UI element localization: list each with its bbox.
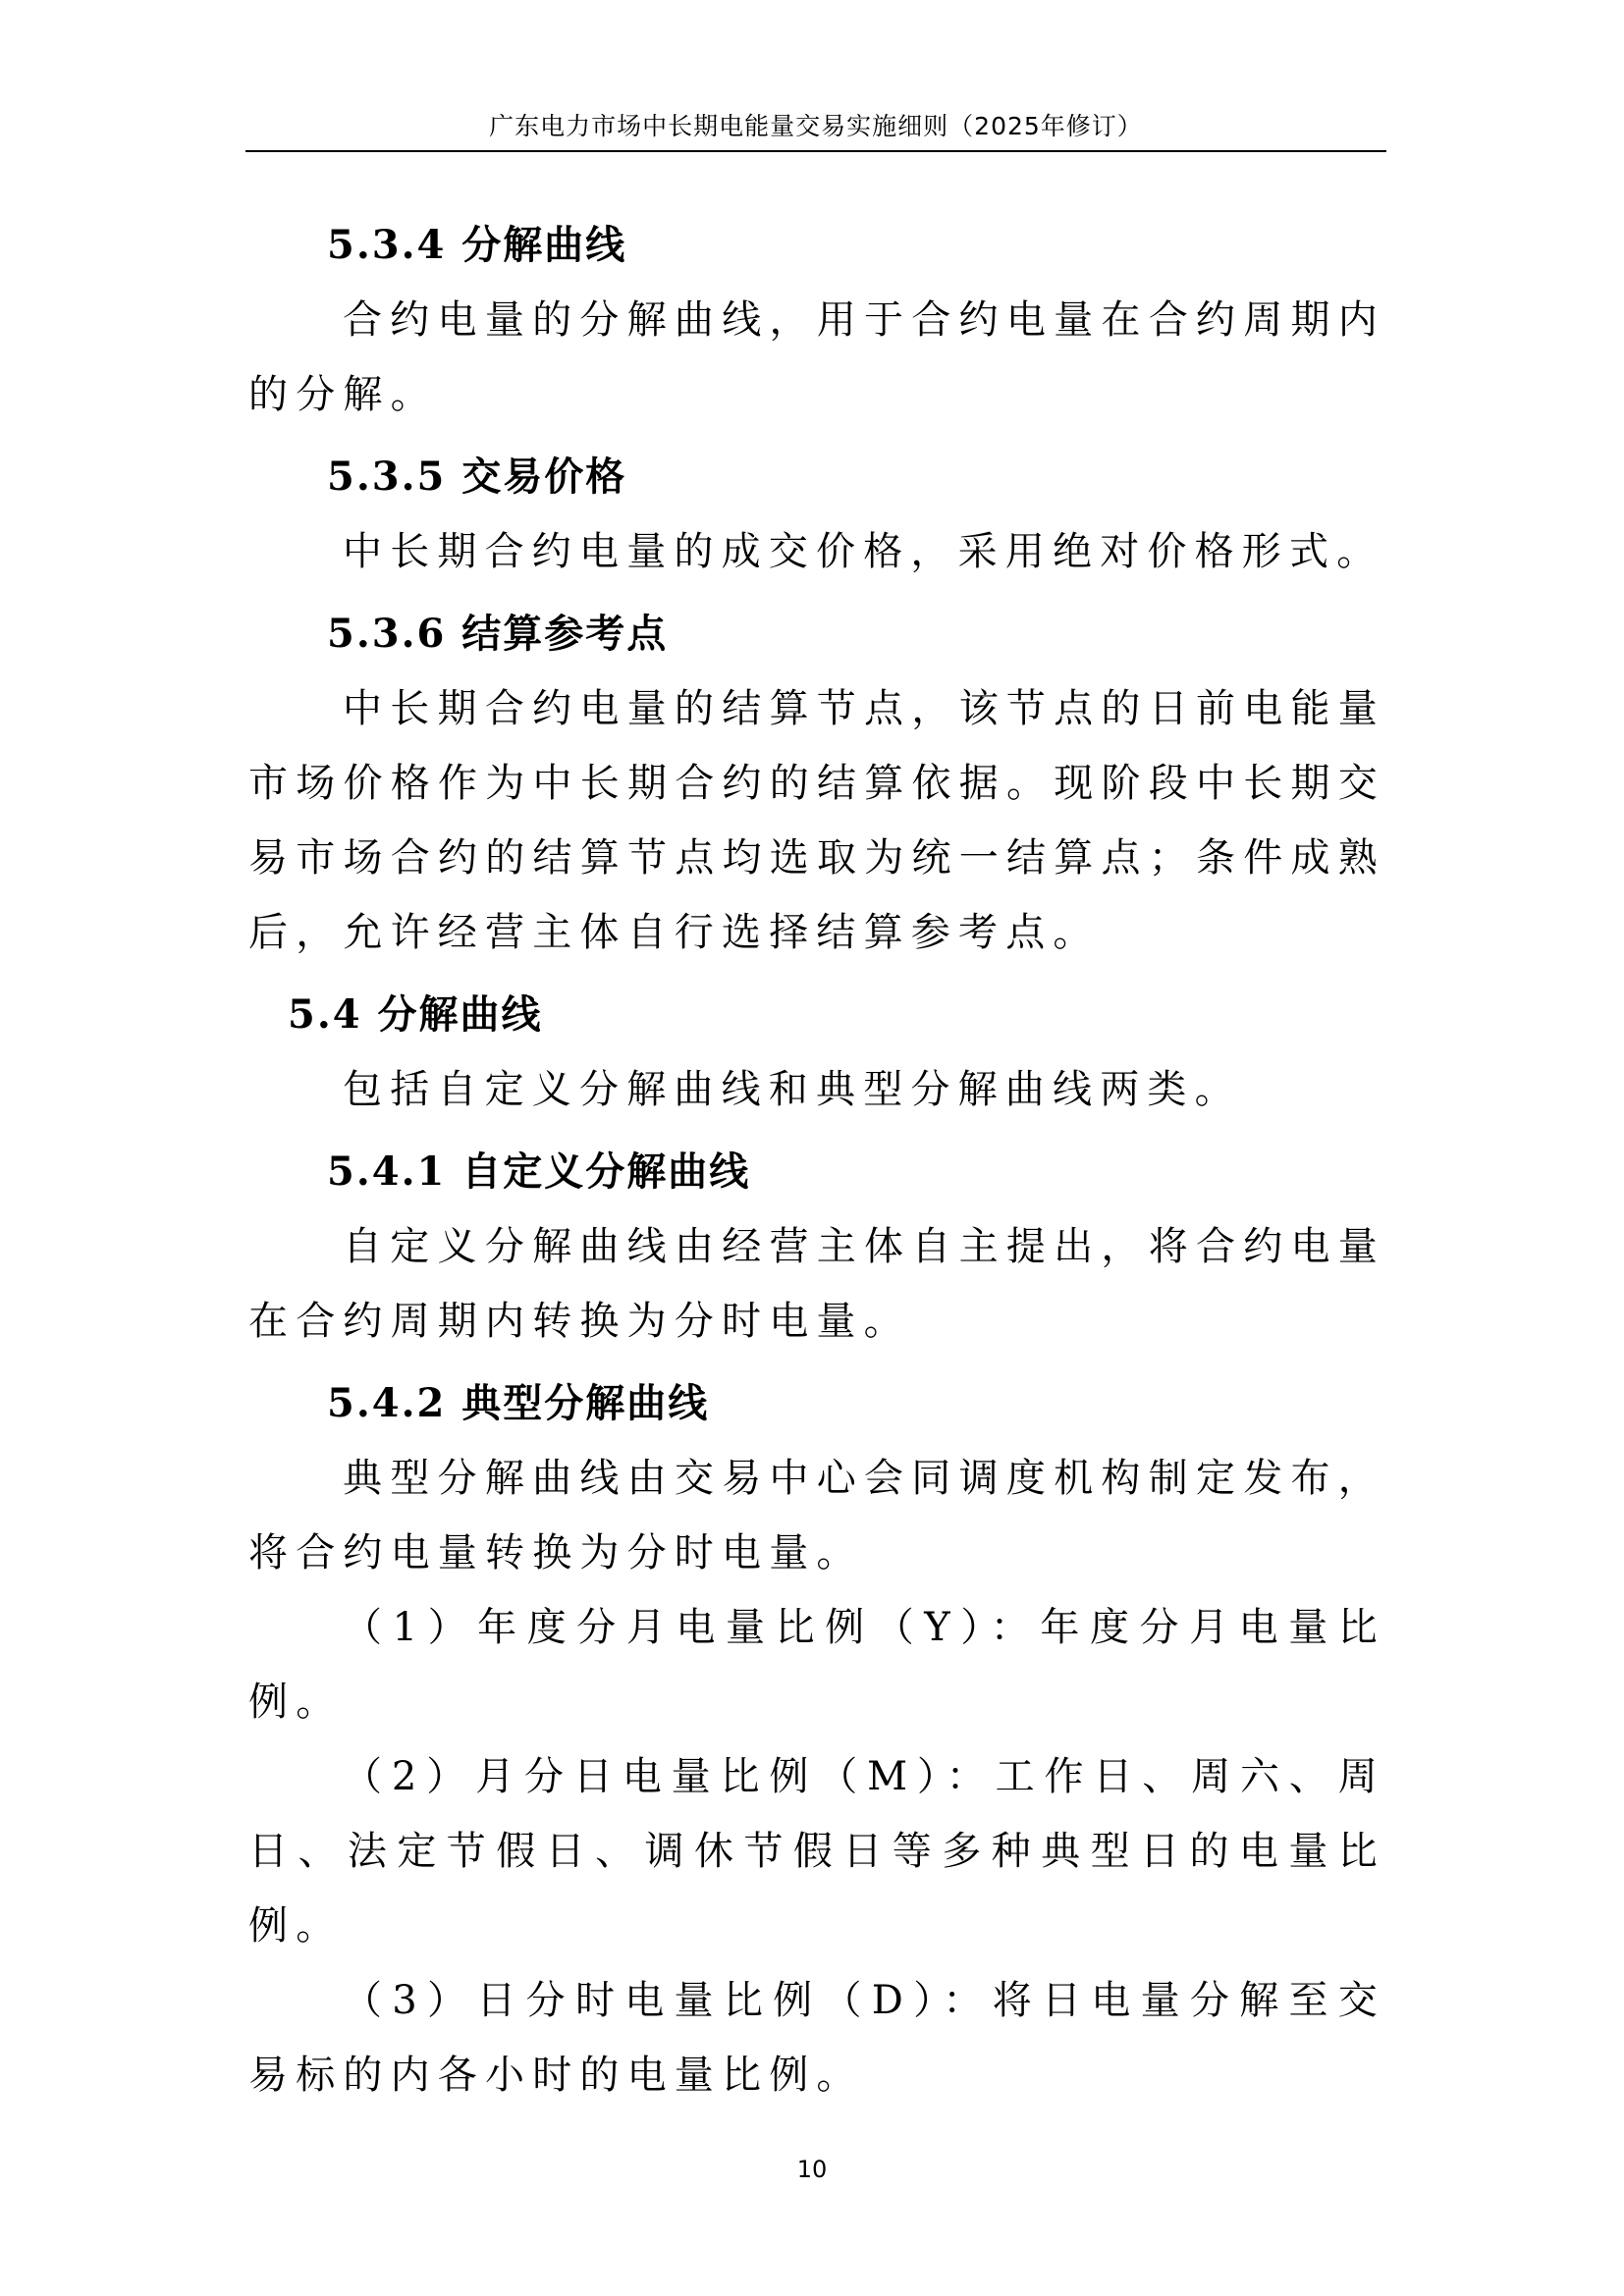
page-body: [248, 208, 1385, 2112]
list-item-1: （1）年度分月电量比例（Y）：年度分月电量比例。: [248, 1605, 1385, 1725]
paragraph-5-3-6: 中长期合约电量的结算节点，该节点的日前电能量市场价格作为中长期合约的结算依据。现阶段中长期交易市场合约的结算节点均选取为统一结算点；条件成熟后，允许经营主体自行选择结算参考点。: [248, 686, 1385, 955]
heading-5-4-1: 5.4.1 自定义分解曲线: [327, 1148, 751, 1195]
heading-5-3-4: 5.3.4 分解曲线: [327, 222, 627, 268]
list-item-2: （2）月分日电量比例（M）：工作日、周六、周日、法定节假日、调休节假日等多种典型日的电量比例。: [248, 1754, 1385, 1949]
heading-5-4-2: 5.4.2 典型分解曲线: [327, 1380, 710, 1426]
paragraph-5-3-4: 合约电量的分解曲线，用于合约电量在合约周期内的分解。: [248, 297, 1385, 417]
paragraph-5-3-5: 中长期合约电量的成交价格，采用绝对价格形式。: [343, 529, 1384, 574]
heading-5-3-6: 5.3.6 结算参考点: [327, 611, 669, 657]
paragraph-5-4-1: 自定义分解曲线由经营主体自主提出，将合约电量在合约周期内转换为分时电量。: [248, 1224, 1385, 1344]
heading-5-4: 5.4 分解曲线: [288, 991, 543, 1038]
page-number: 10: [796, 2156, 828, 2183]
paragraph-5-4: 包括自定义分解曲线和典型分解曲线两类。: [343, 1067, 1242, 1112]
list-item-3: （3）日分时电量比例（D）：将日电量分解至交易标的内各小时的电量比例。: [248, 1978, 1385, 2098]
heading-5-3-5: 5.3.5 交易价格: [327, 454, 627, 500]
running-header: 广东电力市场中长期电能量交易实施细则（2025年修订）: [489, 112, 1143, 140]
header-rule: [245, 150, 1386, 152]
paragraph-5-4-2: 典型分解曲线由交易中心会同调度机构制定发布，将合约电量转换为分时电量。: [248, 1456, 1385, 1575]
